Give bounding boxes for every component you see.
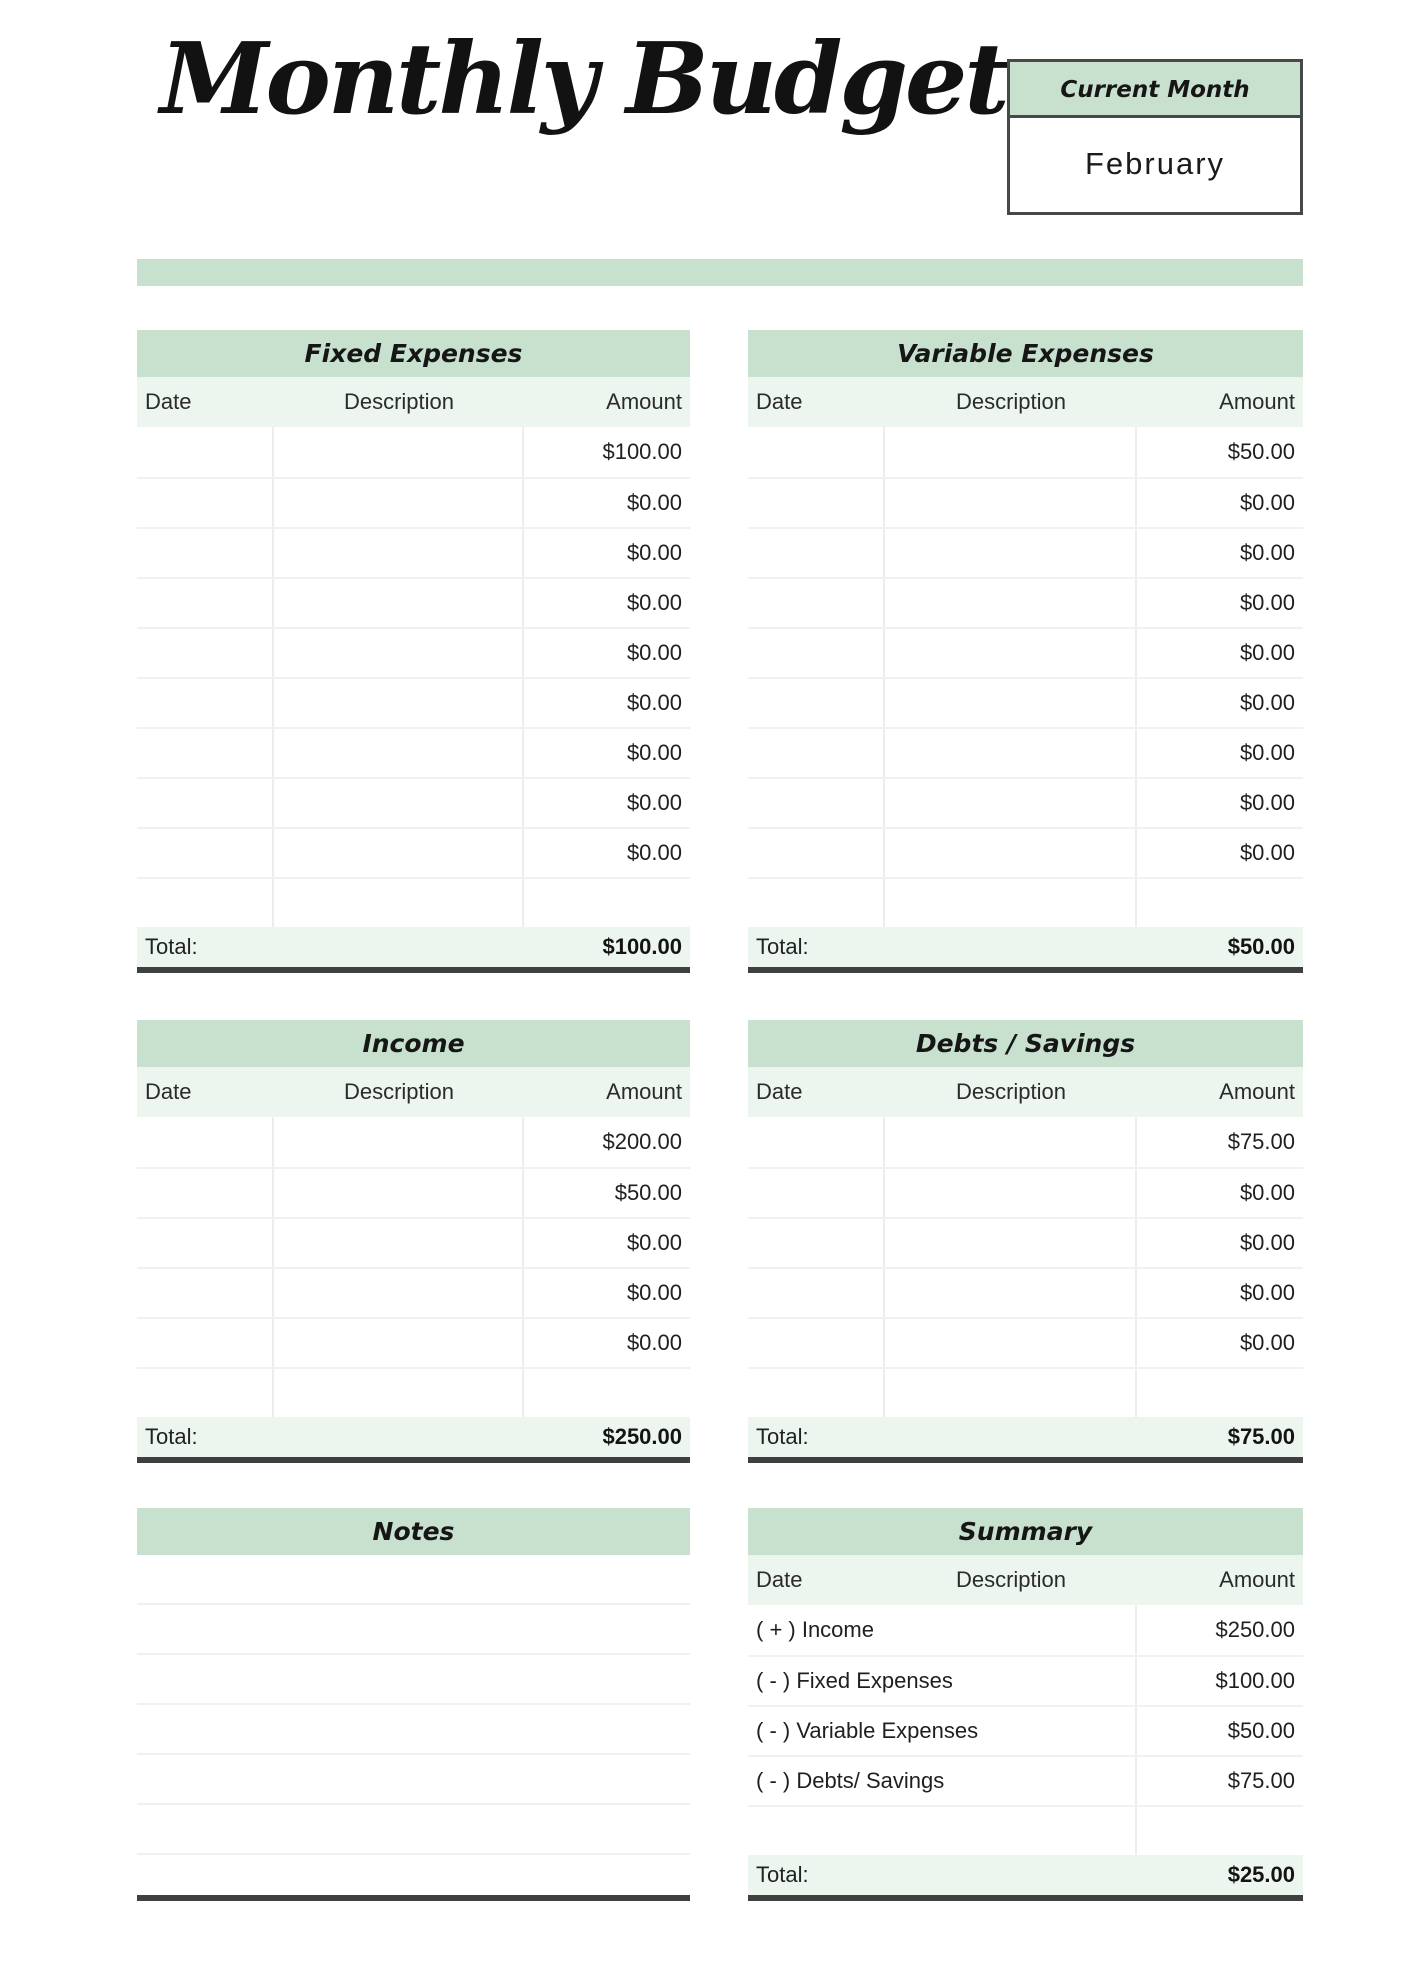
total-amount: $25.00: [1227, 1862, 1295, 1887]
amount-cell[interactable]: $75.00: [1227, 1129, 1295, 1154]
amount-cell[interactable]: $100.00: [602, 439, 682, 464]
amount-cell[interactable]: $0.00: [1239, 640, 1295, 665]
table-title: Income: [137, 1020, 690, 1067]
total-row: [748, 1855, 1303, 1895]
table-row: [137, 1367, 690, 1417]
table-row: [137, 527, 690, 577]
amount-cell[interactable]: $200.00: [602, 1129, 682, 1154]
amount-cell[interactable]: $0.00: [626, 1280, 682, 1305]
column-header-description: Description: [343, 1079, 455, 1104]
table-row: [748, 427, 1303, 477]
summary-amount-cell[interactable]: $50.00: [1135, 1707, 1303, 1755]
column-header-description: Description: [955, 1567, 1067, 1592]
total-label: Total:: [756, 1424, 809, 1449]
description-cell[interactable]: [274, 879, 524, 927]
description-cell[interactable]: [274, 1117, 524, 1167]
column-header-date: Date: [756, 1079, 803, 1104]
date-cell[interactable]: [748, 479, 885, 527]
amount-cell[interactable]: $0.00: [1239, 1330, 1295, 1355]
total-amount: $75.00: [1227, 1424, 1295, 1449]
table-row: [748, 777, 1303, 827]
amount-cell[interactable]: $0.00: [626, 540, 682, 565]
table-title: Debts / Savings: [748, 1020, 1303, 1067]
notes-line[interactable]: [137, 1805, 690, 1855]
table-title: Variable Expenses: [748, 330, 1303, 377]
column-header-row: [748, 1555, 1303, 1605]
amount-cell[interactable]: $0.00: [626, 690, 682, 715]
amount-cell[interactable]: $0.00: [1239, 1230, 1295, 1255]
summary-description-cell[interactable]: ( - ) Debts/ Savings: [756, 1768, 945, 1793]
summary-row: [748, 1655, 1303, 1705]
table-row: [137, 427, 690, 477]
date-cell[interactable]: [748, 579, 885, 627]
current-month-label: Current Month: [1010, 62, 1300, 118]
description-cell[interactable]: [274, 1269, 524, 1317]
description-cell[interactable]: [274, 427, 524, 477]
amount-cell[interactable]: $50.00: [614, 1180, 682, 1205]
description-cell[interactable]: [274, 829, 524, 877]
table-row: [748, 1367, 1303, 1417]
amount-cell[interactable]: $0.00: [1239, 540, 1295, 565]
table-row: [748, 877, 1303, 927]
amount-cell[interactable]: $0.00: [626, 490, 682, 515]
table-row: [137, 1167, 690, 1217]
summary-row: [748, 1805, 1303, 1855]
table-row: [748, 1267, 1303, 1317]
total-label: Total:: [756, 934, 809, 959]
total-row: [137, 927, 690, 967]
date-cell[interactable]: [137, 729, 274, 777]
description-cell[interactable]: [885, 579, 1137, 627]
table-row: [748, 1217, 1303, 1267]
amount-cell[interactable]: $0.00: [626, 1230, 682, 1255]
description-cell[interactable]: [885, 1169, 1137, 1217]
date-cell[interactable]: [137, 427, 274, 477]
total-amount: $100.00: [602, 934, 682, 959]
notes-line[interactable]: [137, 1705, 690, 1755]
description-cell[interactable]: [274, 679, 524, 727]
column-header-date: Date: [145, 1079, 192, 1104]
description-cell[interactable]: [885, 427, 1137, 477]
description-cell[interactable]: [274, 1169, 524, 1217]
column-header-date: Date: [145, 389, 192, 414]
date-cell[interactable]: [137, 1219, 274, 1267]
column-header-amount: Amount: [1219, 1079, 1295, 1104]
date-cell[interactable]: [137, 1369, 274, 1417]
notes-filler: [137, 1855, 690, 1895]
amount-cell[interactable]: $0.00: [1239, 840, 1295, 865]
date-cell[interactable]: [748, 529, 885, 577]
summary-description-cell[interactable]: ( + ) Income: [756, 1617, 874, 1642]
date-cell[interactable]: [748, 679, 885, 727]
table-row: [748, 1117, 1303, 1167]
date-cell[interactable]: [748, 879, 885, 927]
column-header-date: Date: [756, 389, 803, 414]
table-row: [748, 827, 1303, 877]
table-row: [137, 1217, 690, 1267]
summary-amount-cell[interactable]: $100.00: [1135, 1657, 1303, 1705]
summary-description-cell[interactable]: ( - ) Fixed Expenses: [756, 1668, 953, 1693]
description-cell[interactable]: [885, 729, 1137, 777]
notes-line[interactable]: [137, 1655, 690, 1705]
column-header-description: Description: [955, 1079, 1067, 1104]
date-cell[interactable]: [748, 829, 885, 877]
table-row: [137, 877, 690, 927]
notes-title: Notes: [137, 1508, 690, 1555]
amount-cell[interactable]: $0.00: [626, 840, 682, 865]
date-cell[interactable]: [137, 679, 274, 727]
date-cell[interactable]: [137, 629, 274, 677]
summary-body: [748, 1605, 1303, 1855]
column-header-row: [748, 377, 1303, 427]
notes-body[interactable]: [137, 1555, 690, 1855]
amount-cell[interactable]: [1137, 1369, 1303, 1417]
date-cell[interactable]: [748, 1319, 885, 1367]
description-cell[interactable]: [885, 1117, 1137, 1167]
page-title: Monthly Budget: [160, 22, 1007, 137]
description-cell[interactable]: [885, 1369, 1137, 1417]
column-header-amount: Amount: [606, 389, 682, 414]
column-header-row: [748, 1067, 1303, 1117]
summary-table: [748, 1508, 1303, 1901]
date-cell[interactable]: [748, 729, 885, 777]
description-cell[interactable]: [885, 829, 1137, 877]
table-body: [748, 1117, 1303, 1417]
total-row: [137, 1417, 690, 1457]
date-cell[interactable]: [137, 1117, 274, 1167]
table-body: [137, 427, 690, 927]
date-cell[interactable]: [748, 1369, 885, 1417]
table-row: [137, 1267, 690, 1317]
table-body: [137, 1117, 690, 1417]
description-cell[interactable]: [274, 579, 524, 627]
amount-cell[interactable]: [524, 1369, 690, 1417]
date-cell[interactable]: [748, 1117, 885, 1167]
description-cell[interactable]: [885, 629, 1137, 677]
divider-bar: [137, 259, 1303, 286]
total-amount: $250.00: [602, 1424, 682, 1449]
total-amount: $50.00: [1227, 934, 1295, 959]
amount-cell[interactable]: $0.00: [626, 590, 682, 615]
description-cell[interactable]: [885, 679, 1137, 727]
date-cell[interactable]: [137, 579, 274, 627]
date-cell[interactable]: [137, 829, 274, 877]
table-row: [137, 777, 690, 827]
summary-amount-cell[interactable]: [1135, 1807, 1303, 1855]
table-row: [748, 577, 1303, 627]
summary-row: [748, 1605, 1303, 1655]
description-cell[interactable]: [885, 879, 1137, 927]
total-label: Total:: [145, 1424, 198, 1449]
table-row: [137, 577, 690, 627]
total-row: [748, 927, 1303, 967]
description-cell[interactable]: [885, 529, 1137, 577]
table-title: Fixed Expenses: [137, 330, 690, 377]
date-cell[interactable]: [748, 779, 885, 827]
description-cell[interactable]: [274, 479, 524, 527]
amount-cell[interactable]: $50.00: [1227, 439, 1295, 464]
income-table: [137, 1020, 690, 1463]
variable-expenses-table: [748, 330, 1303, 973]
current-month-value[interactable]: February: [1084, 145, 1226, 181]
column-header-description: Description: [955, 389, 1067, 414]
table-row: [748, 477, 1303, 527]
amount-cell[interactable]: $0.00: [626, 740, 682, 765]
column-header-row: [137, 1067, 690, 1117]
description-cell[interactable]: [885, 779, 1137, 827]
fixed-expenses-table: [137, 330, 690, 973]
date-cell[interactable]: [137, 879, 274, 927]
column-header-amount: Amount: [1219, 389, 1295, 414]
table-row: [137, 677, 690, 727]
date-cell[interactable]: [137, 529, 274, 577]
date-cell[interactable]: [748, 629, 885, 677]
description-cell[interactable]: [274, 1319, 524, 1367]
total-label: Total:: [756, 1862, 809, 1887]
summary-amount-cell[interactable]: $75.00: [1135, 1757, 1303, 1805]
date-cell[interactable]: [137, 1269, 274, 1317]
amount-cell[interactable]: $0.00: [1239, 1180, 1295, 1205]
description-cell[interactable]: [885, 1219, 1137, 1267]
sections-grid: [137, 330, 1303, 1901]
date-cell[interactable]: [748, 1169, 885, 1217]
summary-description-cell[interactable]: [748, 1807, 1135, 1855]
amount-cell[interactable]: $0.00: [626, 640, 682, 665]
description-cell[interactable]: [274, 529, 524, 577]
summary-row: [748, 1755, 1303, 1805]
amount-cell[interactable]: $0.00: [1239, 590, 1295, 615]
amount-cell[interactable]: $0.00: [1239, 490, 1295, 515]
table-row: [748, 727, 1303, 777]
notes-section: [137, 1508, 690, 1901]
amount-cell[interactable]: $0.00: [1239, 740, 1295, 765]
table-row: [137, 627, 690, 677]
amount-cell[interactable]: $0.00: [626, 1330, 682, 1355]
notes-line[interactable]: [137, 1755, 690, 1805]
table-row: [748, 1317, 1303, 1367]
date-cell[interactable]: [748, 1269, 885, 1317]
amount-cell[interactable]: [524, 879, 690, 927]
table-row: [748, 627, 1303, 677]
column-header-amount: Amount: [1219, 1567, 1295, 1592]
column-header-row: [137, 377, 690, 427]
table-row: [137, 1317, 690, 1367]
table-row: [748, 1167, 1303, 1217]
amount-cell[interactable]: $0.00: [1239, 1280, 1295, 1305]
column-header-amount: Amount: [606, 1079, 682, 1104]
table-row: [137, 827, 690, 877]
notes-line[interactable]: [137, 1605, 690, 1655]
amount-cell[interactable]: $0.00: [1239, 690, 1295, 715]
date-cell[interactable]: [137, 479, 274, 527]
table-title: Summary: [748, 1508, 1303, 1555]
column-header-date: Date: [756, 1567, 803, 1592]
table-row: [137, 477, 690, 527]
date-cell[interactable]: [137, 779, 274, 827]
table-row: [137, 727, 690, 777]
description-cell[interactable]: [885, 1269, 1137, 1317]
table-row: [748, 677, 1303, 727]
notes-line[interactable]: [137, 1555, 690, 1605]
date-cell[interactable]: [748, 427, 885, 477]
amount-cell[interactable]: $0.00: [1239, 790, 1295, 815]
date-cell[interactable]: [137, 1319, 274, 1367]
date-cell[interactable]: [748, 1219, 885, 1267]
summary-description-cell[interactable]: ( - ) Variable Expenses: [756, 1718, 979, 1743]
amount-cell[interactable]: $0.00: [626, 790, 682, 815]
description-cell[interactable]: [274, 1219, 524, 1267]
description-cell[interactable]: [274, 729, 524, 777]
description-cell[interactable]: [274, 779, 524, 827]
total-label: Total:: [145, 934, 198, 959]
table-row: [137, 1117, 690, 1167]
table-row: [748, 527, 1303, 577]
total-row: [748, 1417, 1303, 1457]
description-cell[interactable]: [885, 479, 1137, 527]
debts-savings-table: [748, 1020, 1303, 1463]
amount-cell[interactable]: [1137, 879, 1303, 927]
summary-row: [748, 1705, 1303, 1755]
date-cell[interactable]: [137, 1169, 274, 1217]
description-cell[interactable]: [885, 1319, 1137, 1367]
summary-amount-cell[interactable]: $250.00: [1135, 1605, 1303, 1655]
current-month-box: [1007, 59, 1303, 215]
description-cell[interactable]: [274, 1369, 524, 1417]
description-cell[interactable]: [274, 629, 524, 677]
table-body: [748, 427, 1303, 927]
column-header-description: Description: [343, 389, 455, 414]
